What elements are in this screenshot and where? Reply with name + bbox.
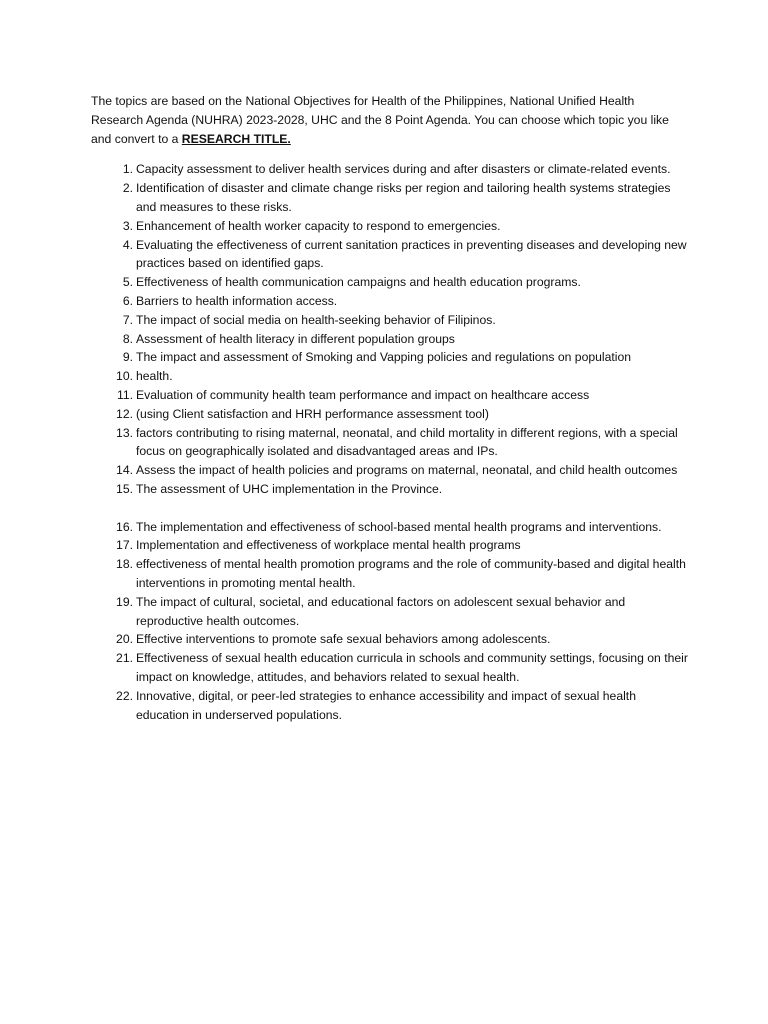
- list-item-number: 1.: [122, 162, 133, 177]
- list-item-text: Innovative, digital, or peer-led strategies to enhance accessibility and impact of sexual health education in underserved populations.: [136, 688, 636, 722]
- list-item: [91, 593, 688, 631]
- list-item-number: 3.: [122, 218, 133, 233]
- list-item: [91, 292, 688, 311]
- list-item: [91, 236, 688, 274]
- list-item: [91, 536, 688, 555]
- list-item-number: 4.: [122, 237, 133, 252]
- list-item-text: Identification of disaster and climate change risks per region and tailoring health systems strategies and measures to these risks.: [136, 181, 671, 214]
- list-item-number: 17.: [116, 538, 133, 553]
- list-item-text: effectiveness of mental health promotion programs and the role of community-based and digital health interventions in promoting mental health.: [136, 557, 686, 590]
- list-item-number: 21.: [116, 651, 133, 666]
- list-item-number: 20.: [116, 632, 133, 647]
- list-item: [91, 311, 688, 330]
- list-item: [91, 687, 688, 725]
- list-item-number: 9.: [122, 350, 133, 365]
- list-item-text: Assess the impact of health policies and programs on maternal, neonatal, and child health outcomes: [136, 463, 678, 478]
- list-item-text: factors contributing to rising maternal, neonatal, and child mortality in different regions, with a special focus on geographically isolated and disadvantaged areas and IPs.: [136, 425, 678, 459]
- list-item: [91, 273, 688, 292]
- list-item-text: Evaluation of community health team performance and impact on healthcare access: [136, 387, 590, 402]
- intro-emphasis: RESEARCH TITLE.: [181, 131, 291, 146]
- list-item: [91, 179, 688, 217]
- list-item: [91, 461, 688, 480]
- list-item-text: Implementation and effectiveness of workplace mental health programs: [136, 538, 521, 553]
- list-item-text: Enhancement of health worker capacity to respond to emergencies.: [136, 218, 501, 233]
- list-item: [91, 348, 688, 367]
- list-item-number: 13.: [116, 425, 133, 440]
- topic-list: [91, 160, 688, 724]
- list-item-text: Assessment of health literacy in different population groups: [136, 331, 455, 346]
- list-item-number: 5.: [122, 275, 133, 290]
- list-item: [91, 386, 688, 405]
- list-item-number: 8.: [122, 331, 133, 346]
- list-item-number: 14.: [116, 463, 133, 478]
- list-item-text: Effective interventions to promote safe sexual behaviors among adolescents.: [136, 632, 551, 647]
- list-item: [91, 405, 688, 424]
- list-item-text: The implementation and effectiveness of school-based mental health programs and interventions.: [136, 519, 662, 534]
- list-item-number: 18.: [116, 557, 133, 572]
- list-item-text: Capacity assessment to deliver health services during and after disasters or climate-related events.: [136, 162, 671, 177]
- list-item-number: 2.: [122, 181, 133, 196]
- list-item: [91, 555, 688, 593]
- list-item-number: 16.: [116, 519, 133, 534]
- list-item-text: Evaluating the effectiveness of current sanitation practices in preventing diseases and developing new practices based on identified gaps.: [136, 237, 687, 271]
- list-item-number: 15.: [116, 481, 133, 496]
- list-item-number: 11.: [116, 387, 133, 402]
- list-item: [91, 160, 688, 179]
- list-item-text: The impact of social media on health-seeking behavior of Filipinos.: [136, 312, 496, 327]
- list-item-number: 10.: [116, 369, 133, 384]
- list-item: [91, 217, 688, 236]
- list-item-number: 12.: [116, 406, 133, 421]
- intro-text: The topics are based on the National Objectives for Health of the Philippines, National Unified Health Research Agenda (NUHRA) 2023-2028, UHC and the 8 Point Agenda. You can choose which topic you like and convert to a: [91, 94, 669, 146]
- list-item-text: Barriers to health information access.: [136, 293, 338, 308]
- list-item-number: 19.: [116, 594, 133, 609]
- intro-paragraph: [91, 92, 688, 148]
- list-item: [91, 330, 688, 349]
- list-item-text: health.: [136, 369, 173, 384]
- list-item-text: (using Client satisfaction and HRH performance assessment tool): [136, 406, 489, 421]
- list-item-number: 22.: [116, 688, 133, 703]
- list-item-text: The assessment of UHC implementation in the Province.: [136, 481, 443, 496]
- list-item-number: 7.: [122, 312, 133, 327]
- list-item-text: The impact of cultural, societal, and educational factors on adolescent sexual behavior and reproductive health outcomes.: [136, 594, 626, 628]
- list-item: [91, 518, 688, 537]
- list-item: [91, 480, 688, 499]
- list-item: [91, 424, 688, 462]
- list-item-text: The impact and assessment of Smoking and Vapping policies and regulations on population: [136, 350, 632, 365]
- list-item: [91, 367, 688, 386]
- list-item-number: 6.: [122, 293, 133, 308]
- list-item: [91, 649, 688, 687]
- list-item-text: Effectiveness of health communication campaigns and health education programs.: [136, 275, 581, 290]
- list-item-text: Effectiveness of sexual health education curricula in schools and community settings, focusing on their impact on knowledge, attitudes, and behaviors related to sexual health.: [136, 651, 688, 684]
- list-item: [91, 630, 688, 649]
